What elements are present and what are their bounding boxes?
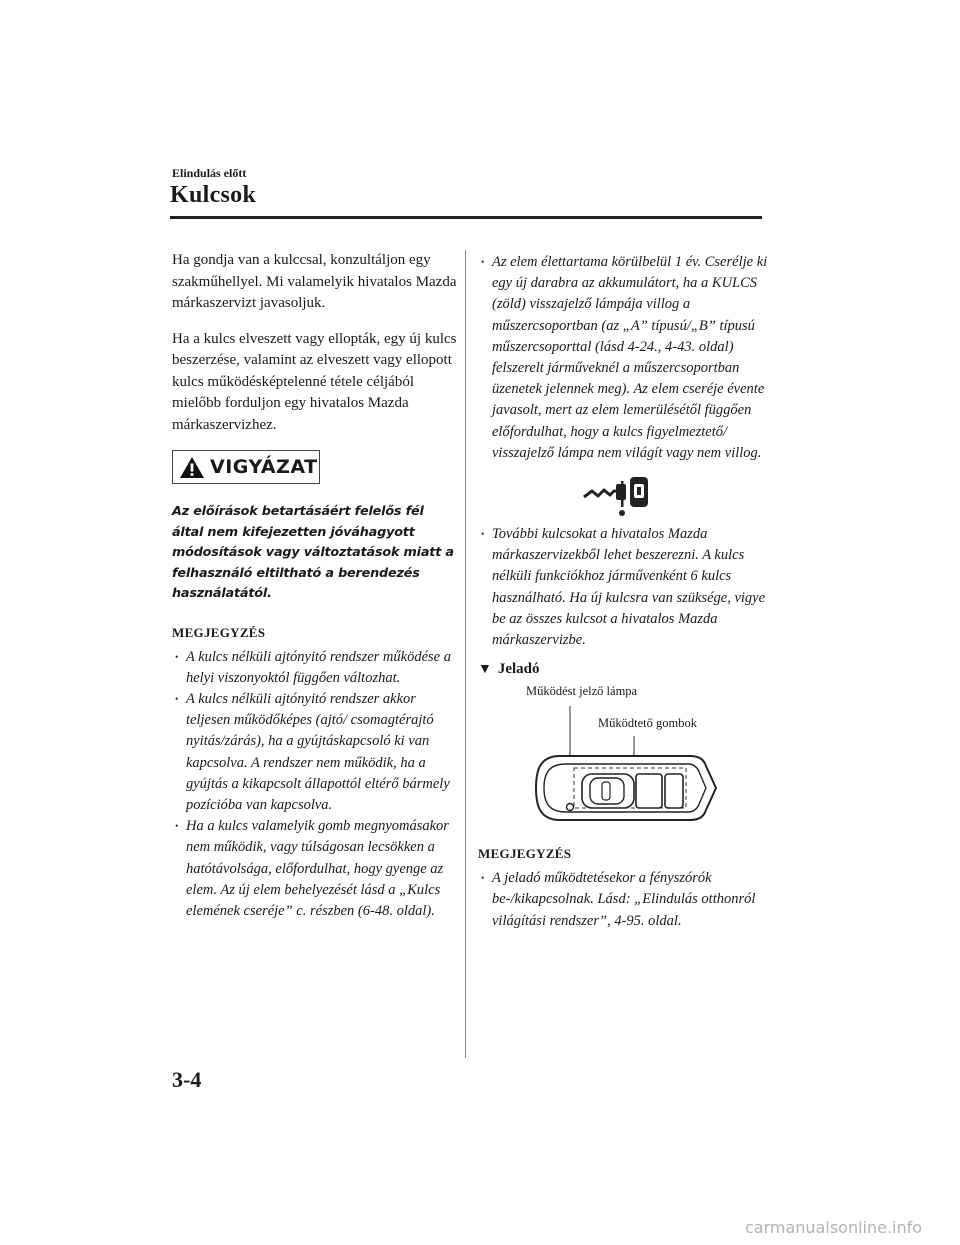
- key-fob-figure: [478, 684, 758, 834]
- caution-box: [172, 450, 320, 484]
- subheading-transmitter: [478, 661, 770, 678]
- list-item: • A jeladó működtetésekor a fényszórók be-/kikapcsolnak. Lásd: „Elindulás otthonról világítási rendszer”, 4-95. oldal.: [478, 868, 770, 932]
- list-item: • A kulcs nélküli ajtónyitó rendszer működése a helyi viszonyoktól függően változhat.: [172, 647, 457, 689]
- subheading-label: Jeladó: [497, 661, 540, 678]
- note-title: MEGJEGYZÉS: [478, 846, 572, 862]
- notes-list: [172, 647, 457, 923]
- page-title: Kulcsok: [170, 182, 257, 208]
- notes-list-transmitter: [478, 868, 770, 932]
- list-item: • Ha a kulcs valamelyik gomb megnyomásakor nem működik, vagy túlságosan lecsökken a hatótávolsága, előfordulhat, hogy gyenge az elem. Az új elem behelyezését lásd a „Kulcs elemének cseréje” c. részben (6-48. oldal).: [172, 816, 457, 922]
- list-item: • A kulcs nélküli ajtónyitó rendszer akkor teljesen működőképes (ajtó/ csomagtérajtó nyitás/zárás), ha a gyújtáskapcsoló ki van kapcsolva. A rendszer nem működik, ha a gyújtás a kikapcsolt állapottól eltérő bármely pozícióba van kapcsolva.: [172, 689, 457, 816]
- note-title: MEGJEGYZÉS: [172, 624, 266, 640]
- title-rule: [170, 216, 762, 219]
- lost-key-paragraph: Ha a kulcs elveszett vagy ellopták, egy új kulcs beszerzése, valamint az elveszett vagy ellopott kulcs működésképtelenné tétele céljából mielőbb forduljon egy hivatalos Mazda márkaszervizhez.: [172, 330, 457, 433]
- section-label: Elindulás előtt: [172, 166, 247, 180]
- notes-list-top: [478, 252, 770, 464]
- caution-label: VIGYÁZAT: [210, 456, 318, 478]
- key-fob-illustration: [478, 684, 758, 834]
- list-item: • További kulcsokat a hivatalos Mazda márkaszervizekből lehet beszerezni. A kulcs nélküli funkciókhoz járművenként 6 kulcs használható. Ha új kulcsra van szüksége, vigye be az összes kulcsot a hivatalos Mazda márkaszervizbe.: [478, 524, 770, 651]
- intro-paragraph: Ha gondja van a kulccsal, konzultáljon egy szakműhellyel. Mi valamelyik hivatalos Mazda márkaszervizt javasoljuk.: [172, 252, 457, 311]
- watermark: carmanualsonline.info: [745, 1218, 923, 1237]
- list-item: • Az elem élettartama körülbelül 1 év. Cserélje ki egy új darabra az akkumulátort, ha a KULCS (zöld) visszajelző lámpája villog a műszercsoportban (az „A” típusú/„B” típusú műszercsoporttal (lásd 4-24., 4-43. oldal) felszerelt járműveknél a műszercsoportban üzenetek jelennek meg). Az elem cseréje évente javasolt, mert az elem lemerülésétől függően előfordulhat, hogy a kulcs figyelmeztető/ visszajelző lámpa nem világít vagy nem villog.: [478, 252, 770, 464]
- key-battery-warning-icon: [582, 474, 650, 518]
- right-column: [478, 252, 770, 932]
- label-operation-lamp: Működést jelző lámpa: [526, 684, 638, 699]
- label-operation-buttons: Működtető gombok: [598, 716, 697, 731]
- page-number: 3-4: [172, 1067, 202, 1092]
- warning-icon: [179, 456, 205, 479]
- notes-list-bottom: [478, 524, 770, 651]
- triangle-down-icon: ▼: [478, 661, 492, 677]
- left-column: [172, 250, 457, 922]
- column-divider: [465, 250, 466, 1058]
- caution-text: Az előírások betartásáért felelős fél által nem kifejezetten jóváhagyott módosítások vagy változtatások miatt a felhasználó eltiltható a berendezés használatától.: [172, 504, 454, 601]
